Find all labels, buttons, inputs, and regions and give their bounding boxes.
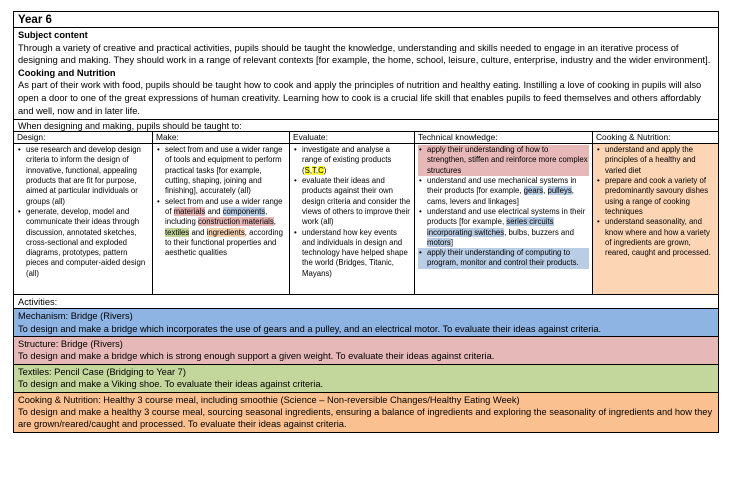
technical-header: Technical knowledge: <box>415 132 592 144</box>
activity-title: Cooking & Nutrition: Healthy 3 course meal, including smoothie (Science – Non-reversible Changes/Healthy Eating Week) <box>18 394 520 405</box>
skills-columns <box>14 132 718 295</box>
nutrition-bullet: • understand seasonality, and know where and how a variety of ingredients are grown, reared, caught and processed. <box>596 217 715 258</box>
design-header: Design: <box>14 132 152 144</box>
technical-bullet: • apply their understanding of computing to program, monitor and control their products. <box>418 248 589 269</box>
components-highlight: components <box>222 206 266 216</box>
technical-bullet: • apply their understanding of how to strengthen, stiffen and reinforce more complex structures <box>418 145 589 176</box>
activity-cooking <box>14 393 718 432</box>
gears-highlight: gears <box>523 186 544 196</box>
activity-description: To design and make a bridge which incorporates the use of gears and a pulley, and an electrical motor. To evaluate their ideas against criteria. <box>18 323 602 334</box>
curriculum-table <box>13 11 719 433</box>
technical-bullet: • understand and use mechanical systems in their products [for example, gears, pulleys, cams, levers and linkages] <box>418 176 589 207</box>
series-circuits-highlight: series circuits incorporating switches <box>427 217 554 237</box>
subject-content <box>14 28 718 120</box>
activity-description: To design and make a bridge which is strong enough support a given weight. To evaluate their ideas against criteria. <box>18 351 495 362</box>
nutrition-column <box>593 132 718 294</box>
activity-description: To design and make a Viking shoe. To evaluate their ideas against criteria. <box>18 379 324 390</box>
cooking-heading: Cooking and Nutrition <box>18 67 116 78</box>
design-column <box>14 132 153 294</box>
year-heading: Year 6 <box>14 12 718 28</box>
subject-content-heading: Subject content <box>18 30 88 40</box>
cooking-text: As part of their work with food, pupils should be taught how to cook and apply the principles of nutrition and healthy eating. Instilling a love of cooking in pupils will also open a door to one of the great expressions of human creativity. Learning how to cook is a crucial life skill that enables pupils to feed themselves and others affordably and well, now and in later life. <box>18 80 702 116</box>
textiles-highlight: textiles <box>165 227 190 237</box>
intro-line: When designing and making, pupils should be taught to: <box>14 120 718 132</box>
activities-label: Activities: <box>14 295 718 309</box>
nutrition-header: Cooking & Nutrition: <box>593 132 718 144</box>
evaluate-bullet: • understand how key events and individuals in design and technology have helped shape the world (Bridges, Titanic, Mayans) <box>293 228 411 279</box>
construction-materials-highlight: construction materials <box>197 217 274 227</box>
make-bullet: • select from and use a wider range of tools and equipment to perform practical tasks [for example, cutting, shaping, joining and finishing], accurately (all) <box>156 145 286 196</box>
evaluate-header: Evaluate: <box>290 132 414 144</box>
technical-column <box>415 132 593 294</box>
activity-description: To design and make a healthy 3 course meal, sourcing seasonal ingredients, ensuring a balance of ingredients and exploring the seasonality of ingredients and how they are grown/reared/caught and processed. To evaluate their ideas against criteria. <box>18 407 713 430</box>
make-header: Make: <box>153 132 289 144</box>
activity-title: Structure: Bridge (Rivers) <box>18 338 123 349</box>
technical-bullet: • understand and use electrical systems in their products [for example, series circuits incorporating switches, bulbs, buzzers and motors] <box>418 207 589 248</box>
make-bullet: • select from and use a wider range of materials and components, including construction materials, textiles and ingredients, according to their functional properties and aesthetic qualities <box>156 197 286 259</box>
nutrition-bullet: • prepare and cook a variety of predominantly savoury dishes using a range of cooking techniques <box>596 176 715 217</box>
activity-structure <box>14 337 718 365</box>
make-column <box>153 132 290 294</box>
c-highlight: C <box>318 165 324 175</box>
subject-content-text: Through a variety of creative and practical activities, pupils should be taught the knowledge, understanding and skills needed to engage in an iterative process of designing and making. They should work in a range of relevant contexts [for example, the home, school, leisure, culture, enterprise, industry and the wider environment]. <box>18 42 711 66</box>
t-highlight: T <box>311 165 316 175</box>
pulleys-highlight: pulleys <box>547 186 572 196</box>
nutrition-bullet: • understand and apply the principles of a healthy and varied diet <box>596 145 715 176</box>
s-highlight: S <box>304 165 310 175</box>
activity-mechanism <box>14 309 718 337</box>
evaluate-bullet: • investigate and analyse a range of existing products (S,T,C) <box>293 145 411 176</box>
motors-highlight: motors <box>427 237 451 247</box>
activity-title: Textiles: Pencil Case (Bridging to Year 7) <box>18 366 186 377</box>
ingredients-highlight: ingredients <box>206 227 245 237</box>
activity-title: Mechanism: Bridge (Rivers) <box>18 311 133 322</box>
design-bullet: • use research and develop design criteria to inform the design of innovative, functional, appealing products that are fit for purpose, aimed at particular individuals or groups (all) <box>17 145 149 207</box>
evaluate-column <box>290 132 415 294</box>
activity-textiles <box>14 365 718 393</box>
design-bullet: • generate, develop, model and communicate their ideas through discussion, annotated sketches, cross-sectional and exploded diagrams, prototypes, pattern pieces and computer-aided design (all) <box>17 207 149 279</box>
evaluate-bullet: • evaluate their ideas and products against their own design criteria and consider the views of others to improve their work (all) <box>293 176 411 227</box>
materials-highlight: materials <box>173 206 206 216</box>
